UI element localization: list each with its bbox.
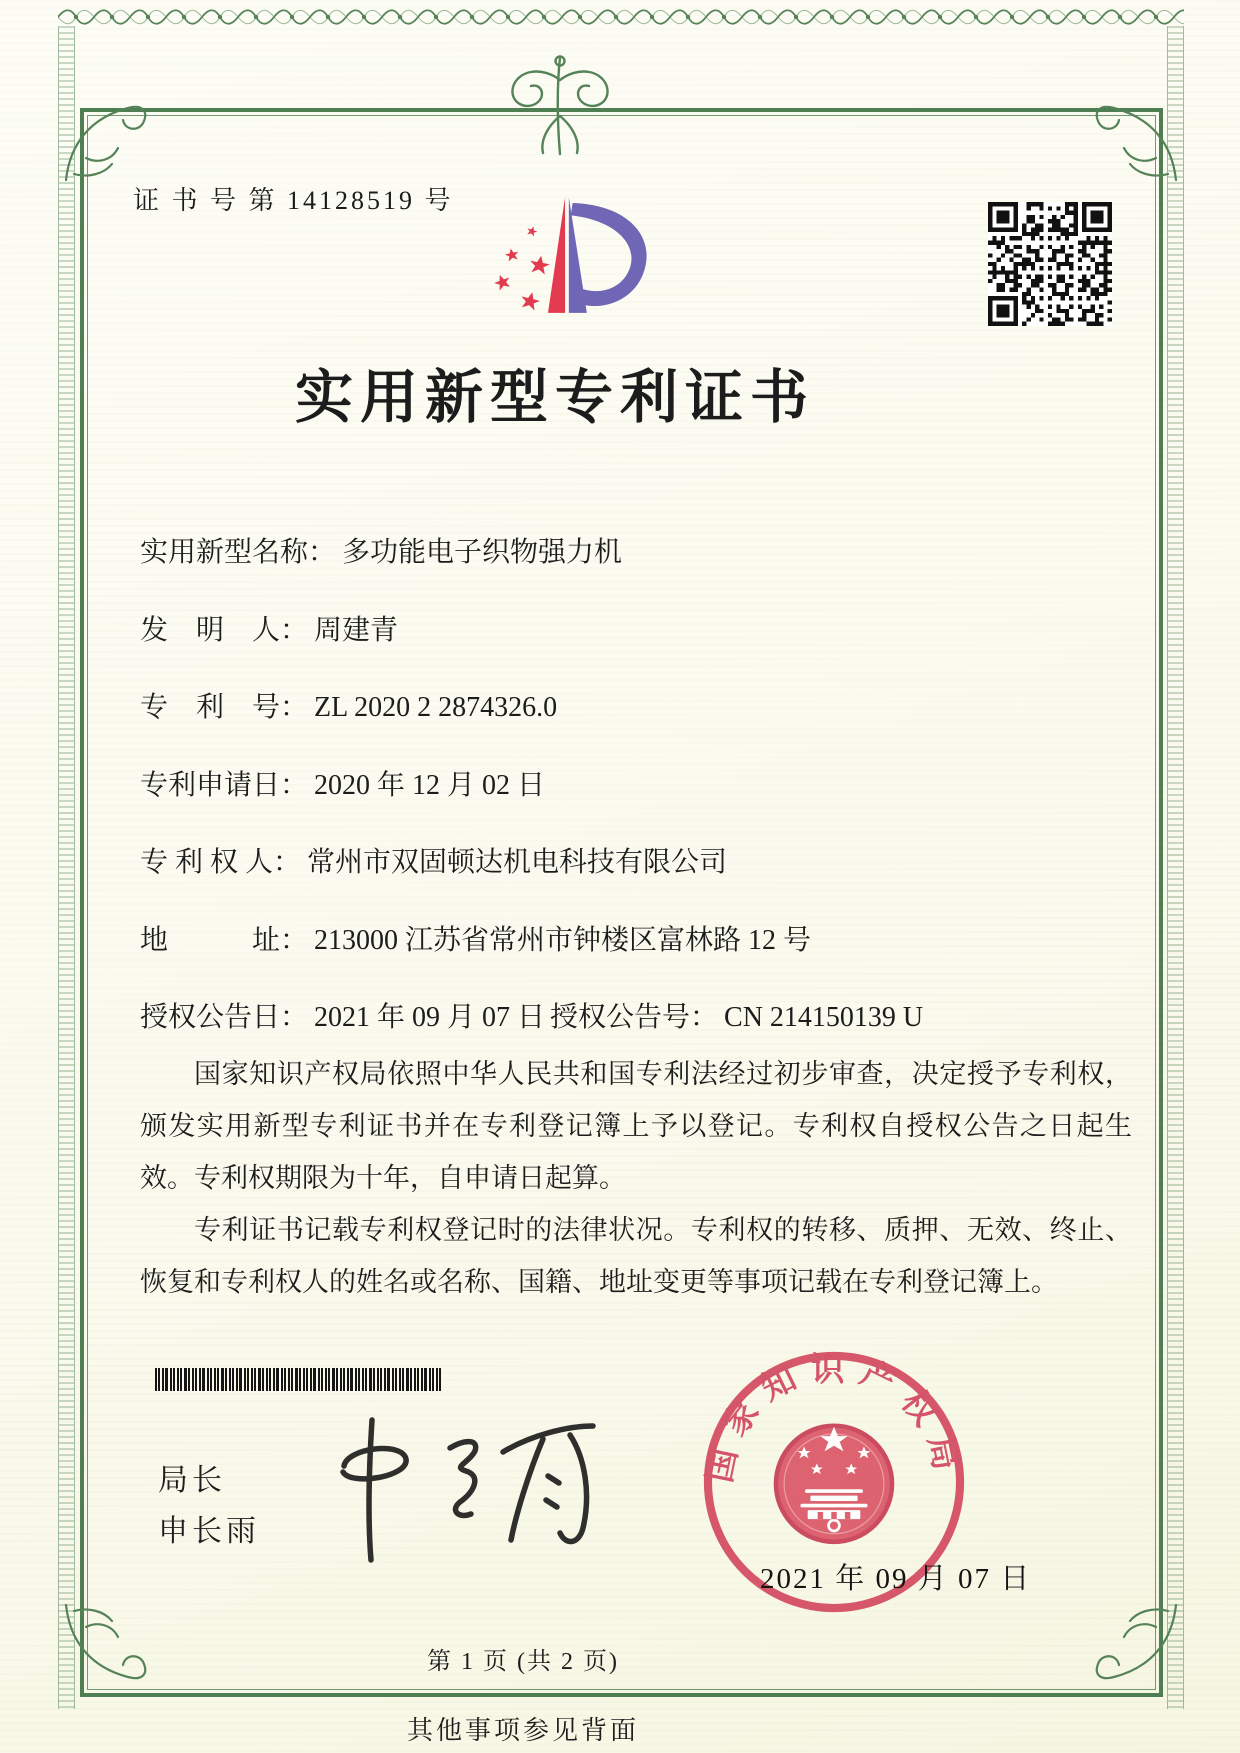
field-grant-date (140, 995, 546, 1035)
field-label: 专 利 号： (140, 692, 309, 723)
right-border-ornament (1167, 26, 1184, 1709)
cnipa-logo-icon (468, 186, 664, 328)
field-list (140, 530, 1130, 1073)
commissioner-name: 申长雨 (158, 1515, 260, 1548)
field-patentee (140, 840, 1130, 918)
field-inventor (140, 608, 1130, 686)
field-utility-model-name (140, 530, 1130, 608)
left-border-ornament (58, 26, 75, 1709)
field-filing-date (140, 763, 1130, 841)
certificate-number: 证 书 号 第 14128519 号 (133, 186, 454, 215)
field-patent-number (140, 685, 1130, 763)
page-number: 第 1 页 (共 2 页) (427, 1649, 619, 1675)
commissioner-role-label: 局长 (158, 1464, 226, 1497)
field-label: 授权公告号： (550, 1002, 719, 1033)
field-label: 授权公告日： (140, 1002, 309, 1033)
certificate-title: 实用新型专利证书 (294, 365, 815, 430)
barcode-icon (155, 1368, 451, 1391)
field-address (140, 918, 1130, 996)
field-label: 实用新型名称： (140, 537, 337, 568)
field-value: CN 214150139 U (724, 1002, 924, 1033)
national-emblem (776, 1426, 892, 1542)
field-value: 周建青 (314, 614, 399, 646)
field-label: 发 明 人： (140, 614, 309, 646)
legal-paragraph-2: 专利证书记载专利权登记时的法律状况。专利权的转移、质押、无效、终止、恢复和专利权人的姓名或名称、国籍、地址变更等事项记载在专利登记簿上。 (140, 1215, 1132, 1297)
top-center-crest-ornament (500, 50, 620, 162)
field-value: 多功能电子织物强力机 (342, 537, 623, 568)
legal-paragraph-1: 国家知识产权局依照中华人民共和国专利法经过初步审查，决定授予专利权，颁发实用新型专利证书并在专利登记簿上予以登记。专利权自授权公告之日起生效。专利权期限为十年，自申请日起算。 (140, 1059, 1132, 1193)
qr-code-icon (988, 202, 1112, 326)
seal-date: 2021 年 09 月 07 日 (760, 1563, 1032, 1595)
field-value: ZL 2020 2 2874326.0 (314, 692, 558, 723)
field-value: 2021 年 09 月 07 日 (314, 1002, 546, 1033)
seal-text: 国家知识产权局 (701, 1351, 967, 1486)
top-garland-ornament (58, 5, 1184, 29)
field-grant-number (550, 995, 923, 1035)
corner-flourish-top-left (60, 94, 152, 186)
corner-flourish-top-right (1090, 94, 1182, 186)
field-value: 常州市双固顿达机电科技有限公司 (307, 847, 728, 878)
field-value: 2020 年 12 月 02 日 (314, 769, 546, 801)
corner-flourish-bottom-right (1090, 1599, 1182, 1691)
field-label: 专利申请日： (140, 769, 309, 801)
legal-text-block (140, 1048, 1132, 1308)
field-label: 地 址： (140, 924, 309, 956)
field-label: 专 利 权 人： (140, 847, 302, 878)
field-value: 213000 江苏省常州市钟楼区富林路 12 号 (314, 924, 812, 956)
back-side-note: 其他事项参见背面 (406, 1716, 639, 1745)
handwritten-signature-icon (298, 1408, 628, 1578)
